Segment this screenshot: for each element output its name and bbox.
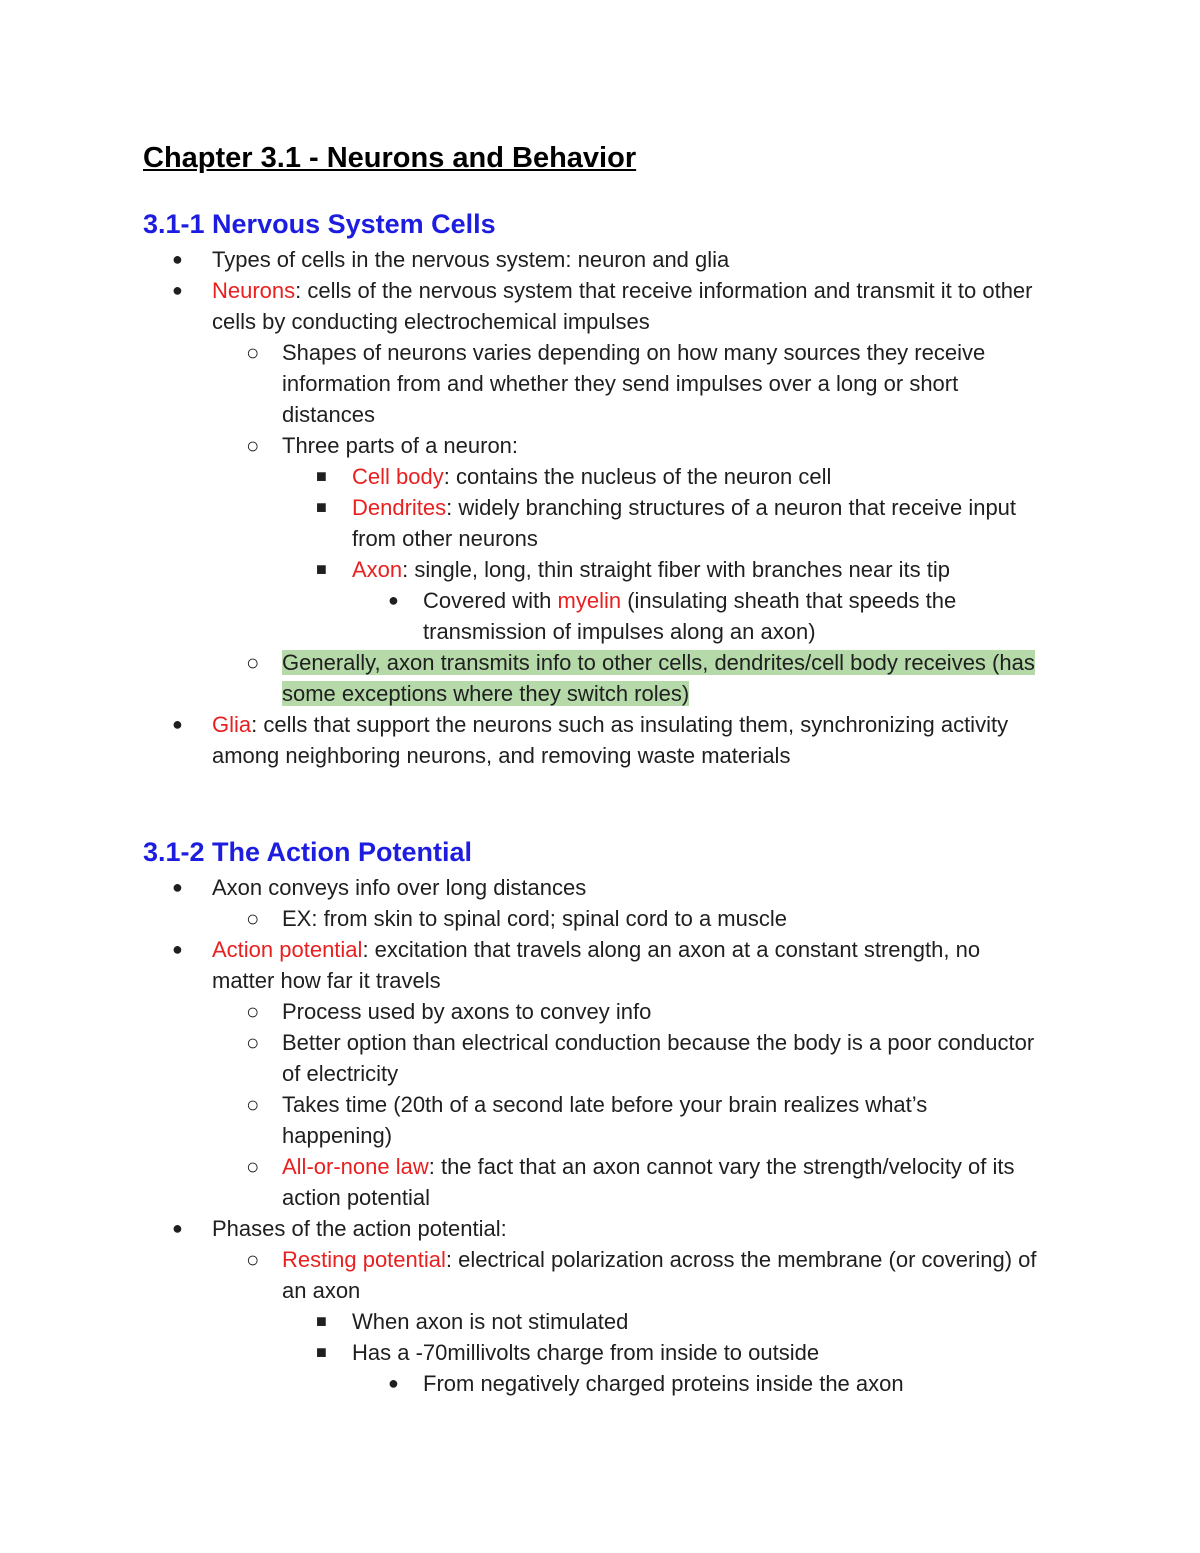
key-term: Resting potential — [282, 1247, 446, 1272]
list-item-content — [352, 464, 831, 489]
list-item-text — [282, 430, 1042, 461]
list-item-content — [282, 1247, 1036, 1303]
list-item-description: : cells of the nervous system that receive information and transmit it to other cells by conducting electrochemical impulses — [212, 278, 1033, 334]
list-item-content — [212, 712, 1008, 768]
list-item — [0, 709, 1200, 771]
list-item-content — [282, 906, 787, 931]
filled-bullet-icon: ● — [172, 877, 183, 897]
list-item-text — [212, 709, 1042, 771]
list-item-description: From negatively charged proteins inside the axon — [423, 1371, 904, 1396]
list-item — [0, 903, 1200, 934]
list-item-description: : single, long, thin straight fiber with branches near its tip — [402, 557, 950, 582]
hollow-bullet-icon: ○ — [246, 999, 260, 1024]
list-item — [0, 1089, 1200, 1151]
list-item-text — [212, 872, 1042, 903]
list-item — [0, 1244, 1200, 1306]
list-item — [0, 934, 1200, 996]
square-bullet-icon: ■ — [316, 466, 327, 486]
list-item-text — [282, 1244, 1042, 1306]
list-item — [0, 244, 1200, 275]
hollow-bullet-icon: ○ — [246, 1154, 260, 1179]
list-item — [0, 585, 1200, 647]
list-item-description: Takes time (20th of a second late before your brain realizes what’s happening) — [282, 1092, 928, 1148]
key-term: Cell body — [352, 464, 444, 489]
list-item — [0, 1368, 1200, 1399]
list-item-description: Three parts of a neuron: — [282, 433, 519, 458]
list-item-description: Shapes of neurons varies depending on how many sources they receive information from and whether they send impulses over a long or short distances — [282, 340, 986, 427]
filled-bullet-icon: ● — [172, 939, 183, 959]
list-item-description: : contains the nucleus of the neuron cell — [443, 464, 832, 489]
list-item-content — [423, 588, 956, 644]
list-item-content — [282, 1154, 1015, 1210]
key-term: Neurons — [212, 278, 296, 303]
list-item — [0, 492, 1200, 554]
list-item-text — [212, 1213, 1042, 1244]
list-item-content — [282, 433, 518, 458]
hollow-bullet-icon: ○ — [246, 1092, 260, 1117]
list-item-description: Has a -70millivolts charge from inside to outside — [352, 1340, 820, 1365]
list-item — [0, 1306, 1200, 1337]
list-item-text — [212, 244, 1042, 275]
list-item-text — [212, 934, 1042, 996]
list-item — [0, 872, 1200, 903]
hollow-bullet-icon: ○ — [246, 650, 260, 675]
list-item-text — [212, 275, 1042, 337]
list-item-description: Generally, axon transmits info to other cells, dendrites/cell body receives (has some exceptions where they switch roles) — [282, 650, 1035, 706]
list-item-content — [282, 999, 651, 1024]
list-item-description: : widely branching structures of a neuron that receive input from other neurons — [352, 495, 1017, 551]
list-item-content — [212, 937, 980, 993]
list-item-content — [352, 1309, 628, 1334]
list-item-content — [282, 1030, 1034, 1086]
list-item — [0, 1027, 1200, 1089]
filled-bullet-icon: ● — [172, 280, 183, 300]
list-item-text — [352, 492, 1022, 554]
filled-bullet-icon: ● — [172, 1218, 183, 1238]
list-item — [0, 461, 1200, 492]
list-item-description: : the fact that an axon cannot vary the strength/velocity of its action potential — [282, 1154, 1015, 1210]
list-item-text — [423, 585, 1023, 647]
list-item — [0, 554, 1200, 585]
list-item — [0, 647, 1200, 709]
list-item-text — [282, 996, 1042, 1027]
list-item — [0, 430, 1200, 461]
list-item-description: : electrical polarization across the membrane (or covering) of an axon — [282, 1247, 1037, 1303]
list-item-description: When axon is not stimulated — [352, 1309, 629, 1334]
list-item-description: EX: from skin to spinal cord; spinal cord to a muscle — [282, 906, 787, 931]
list-item-description: Better option than electrical conduction because the body is a poor conductor of electricity — [282, 1030, 1035, 1086]
list-item-content — [352, 557, 950, 582]
highlighted-text — [282, 650, 1035, 706]
section-list-action-potential — [0, 872, 1200, 1399]
list-item-text — [282, 1027, 1042, 1089]
list-item-content — [212, 1216, 507, 1241]
list-item — [0, 1151, 1200, 1213]
square-bullet-icon: ■ — [316, 497, 327, 517]
list-item-content — [212, 247, 729, 272]
list-item — [0, 275, 1200, 337]
list-item-text — [282, 1089, 1042, 1151]
hollow-bullet-icon: ○ — [246, 433, 260, 458]
key-term: myelin — [557, 588, 622, 613]
list-item-text — [352, 1306, 1022, 1337]
list-item-description: Process used by axons to convey info — [282, 999, 652, 1024]
list-item-content — [212, 875, 586, 900]
list-item-prefix: Covered with — [423, 588, 558, 613]
list-item-text — [352, 554, 1022, 585]
filled-bullet-icon: ● — [172, 249, 183, 269]
square-bullet-icon: ■ — [316, 1311, 327, 1331]
list-item-description: Phases of the action potential: — [212, 1216, 507, 1241]
list-item — [0, 1213, 1200, 1244]
list-item-text — [423, 1368, 1023, 1399]
list-item-content — [282, 340, 985, 427]
filled-bullet-icon: ● — [388, 590, 399, 610]
list-item-description: Types of cells in the nervous system: neuron and glia — [212, 247, 730, 272]
key-term: Action potential — [212, 937, 363, 962]
filled-bullet-icon: ● — [172, 714, 183, 734]
hollow-bullet-icon: ○ — [246, 340, 260, 365]
list-item — [0, 337, 1200, 430]
hollow-bullet-icon: ○ — [246, 906, 260, 931]
page-title: Chapter 3.1 - Neurons and Behavior — [143, 142, 637, 174]
square-bullet-icon: ■ — [316, 1342, 327, 1362]
list-item-description: : excitation that travels along an axon at a constant strength, no matter how far it travels — [212, 937, 981, 993]
section-heading-action-potential: 3.1-2 The Action Potential — [143, 837, 473, 867]
list-item-content — [352, 495, 1016, 551]
hollow-bullet-icon: ○ — [246, 1030, 260, 1055]
list-item — [0, 1337, 1200, 1368]
list-item — [0, 996, 1200, 1027]
key-term: Axon — [352, 557, 403, 582]
list-item-content — [212, 278, 1033, 334]
list-item-text — [282, 903, 1042, 934]
section-heading-nervous-system-cells: 3.1-1 Nervous System Cells — [143, 209, 496, 239]
filled-bullet-icon: ● — [388, 1373, 399, 1393]
list-item-description: (insulating sheath that speeds the transmission of impulses along an axon) — [423, 588, 957, 644]
list-item-content — [352, 1340, 819, 1365]
hollow-bullet-icon: ○ — [246, 1247, 260, 1272]
list-item-text — [352, 1337, 1022, 1368]
key-term: Glia — [212, 712, 252, 737]
list-item-description: Axon conveys info over long distances — [212, 875, 587, 900]
section-list-nervous-system-cells — [0, 244, 1200, 771]
square-bullet-icon: ■ — [316, 559, 327, 579]
list-item-content — [423, 1371, 904, 1396]
list-item-text — [282, 647, 1042, 709]
list-item-text — [352, 461, 1022, 492]
key-term: Dendrites — [352, 495, 447, 520]
list-item-description: : cells that support the neurons such as insulating them, synchronizing activity among neighboring neurons, and removing waste materials — [212, 712, 1009, 768]
key-term: All-or-none law — [282, 1154, 429, 1179]
list-item-text — [282, 1151, 1042, 1213]
list-item-text — [282, 337, 1042, 430]
list-item-content — [282, 1092, 927, 1148]
